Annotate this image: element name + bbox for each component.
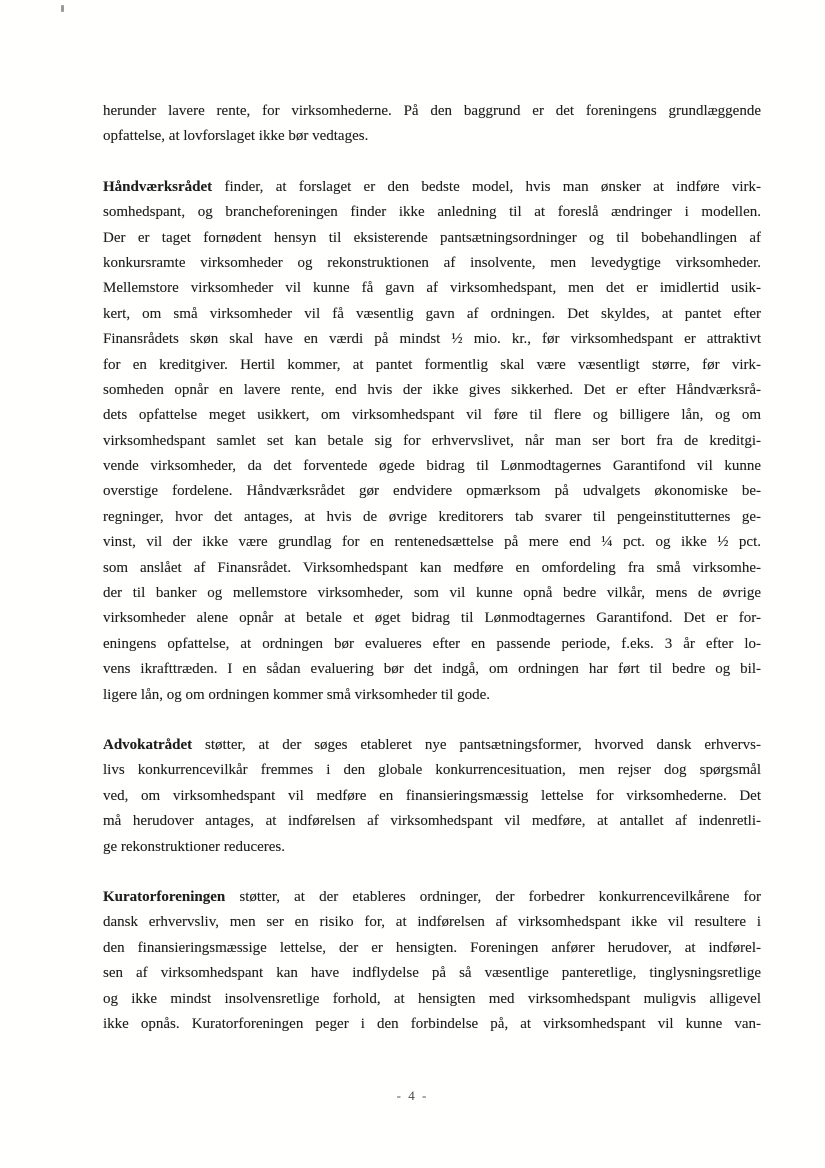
scan-artifact-mark [61,5,64,12]
text-line: overstige fordelene. Håndværksrådet gør endvidere opmærksom på udvalgets økonomiske be- [103,483,761,500]
text-line: den finansieringsmæssige lettelse, der er hensigten. Foreningen anfører herudover, at indførel- [103,939,761,956]
text-line: Håndværksrådet finder, at forslaget er den bedste model, hvis man ønsker at indføre virk- [103,178,761,195]
text-line: vende virksomheder, da det forventede øgede bidrag til Lønmodtagernes Garantifond vil kunne [103,458,761,475]
text-line: Der er taget fornødent hensyn til eksisterende pantsætningsordninger og til bobehandlingen af [103,229,761,246]
paragraph [103,99,761,150]
paragraph [103,175,761,708]
page-number: - 4 - [396,1088,429,1103]
text-line: ligere lån, og om ordningen kommer små virksomheder til gode. [103,686,490,703]
text-line: eningens opfattelse, at ordningen bør evalueres efter en passende periode, f.eks. 3 år efter lo- [103,635,761,652]
text-line: må herudover antages, at indførelsen af virksomhedspant vil medføre, at antallet af indenretli- [103,813,761,830]
text-line: herunder lavere rente, for virksomhederne. På den baggrund er det foreningens grundlæggende [103,103,761,119]
text-line: kert, om små virksomheder vil få væsentlig gavn af ordningen. Det skyldes, at pantet efter [103,305,761,322]
text-line: vinst, vil der ikke være grundlag for en rentenedsættelse på mere end ¼ pct. og ikke ½ pct. [103,534,761,551]
paragraph-lead: Kuratorforeningen [103,888,226,905]
text-line: dansk erhvervsliv, men ser en risiko for, at indførelsen af virksomhedspant ikke vil resultere i [103,914,761,931]
text-line: konkursramte virksomheder og rekonstruktionen af insolvente, men levedygtige virksomheder. [103,254,761,271]
text-line: somhedspant, og brancheforeningen finder ikke anledning til at foreslå ændringer i modellen. [103,204,761,221]
text-line: Kuratorforeningen støtter, at der etableres ordninger, der forbedrer konkurrencevilkårene for [103,888,761,905]
text-line: regninger, hvor det antages, at hvis de øvrige kreditorers tab svarer til pengeinstitutternes ge- [103,508,761,525]
text-line: ikke opnås. Kuratorforeningen peger i den forbindelse på, at virksomhedspant vil kunne van- [103,1015,761,1032]
text-line: der til banker og mellemstore virksomheder, som vil kunne opnå bedre vilkår, mens de øvrige [103,585,761,602]
text-line: virksomheder alene opnår at betale et øget bidrag til Lønmodtagernes Garantifond. Det er for- [103,610,761,627]
text-line: virksomhedspant samlet set kan betale sig for erhvervslivet, når man ser bort fra de kreditgi- [103,432,761,449]
text-line: Finansrådets skøn skal have en værdi på mindst ½ mio. kr., før virksomhedspant er attraktivt [103,331,761,348]
paragraph [103,885,761,1037]
text-line: somheden opnår en lavere rente, end hvis der ikke gives sikkerhed. Det er efter Håndværksrå- [103,381,761,398]
text-line: og ikke mindst insolvensretlige forhold, at hensigten med virksomhedspant muligvis alligevel [103,990,761,1007]
text-line: som anslået af Finansrådet. Virksomhedspant kan medføre en omfordeling fra små virksomhe- [103,559,761,576]
text-line: vens ikrafttræden. I en sådan evaluering bør det indgå, om ordningen har ført til bedre og bil- [103,661,761,678]
paragraph [103,733,761,860]
paragraph-lead: Advokatrådet [103,736,193,753]
page-footer [0,1087,825,1105]
paragraph-lead: Håndværksrådet [103,178,213,195]
text-line: for en kreditgiver. Hertil kommer, at pantet formentlig skal være væsentligt større, før virk- [103,356,761,373]
text-line: Mellemstore virksomheder vil kunne få gavn af virksomhedspant, men det er imidlertid usik- [103,280,761,297]
text-line: dets opfattelse meget usikkert, om virksomhedspant vil føre til flere og billigere lån, og om [103,407,761,424]
text-line: sen af virksomhedspant kan have indflydelse på så væsentlige panteretlige, tinglysningsretlige [103,965,761,982]
text-line: ge rekonstruktioner reduceres. [103,838,286,855]
text-line: Advokatrådet støtter, at der søges etableret nye pantsætningsformer, hvorved dansk erhvervs- [103,736,761,753]
document-body [103,99,761,1062]
text-line: livs konkurrencevilkår fremmes i den globale konkurrencesituation, men rejser dog spørgsmål [103,762,761,779]
text-line: ved, om virksomhedspant vil medføre en finansieringsmæssig lettelse for virksomhederne. Det [103,787,761,804]
text-line: opfattelse, at lovforslaget ikke bør vedtages. [103,128,369,145]
